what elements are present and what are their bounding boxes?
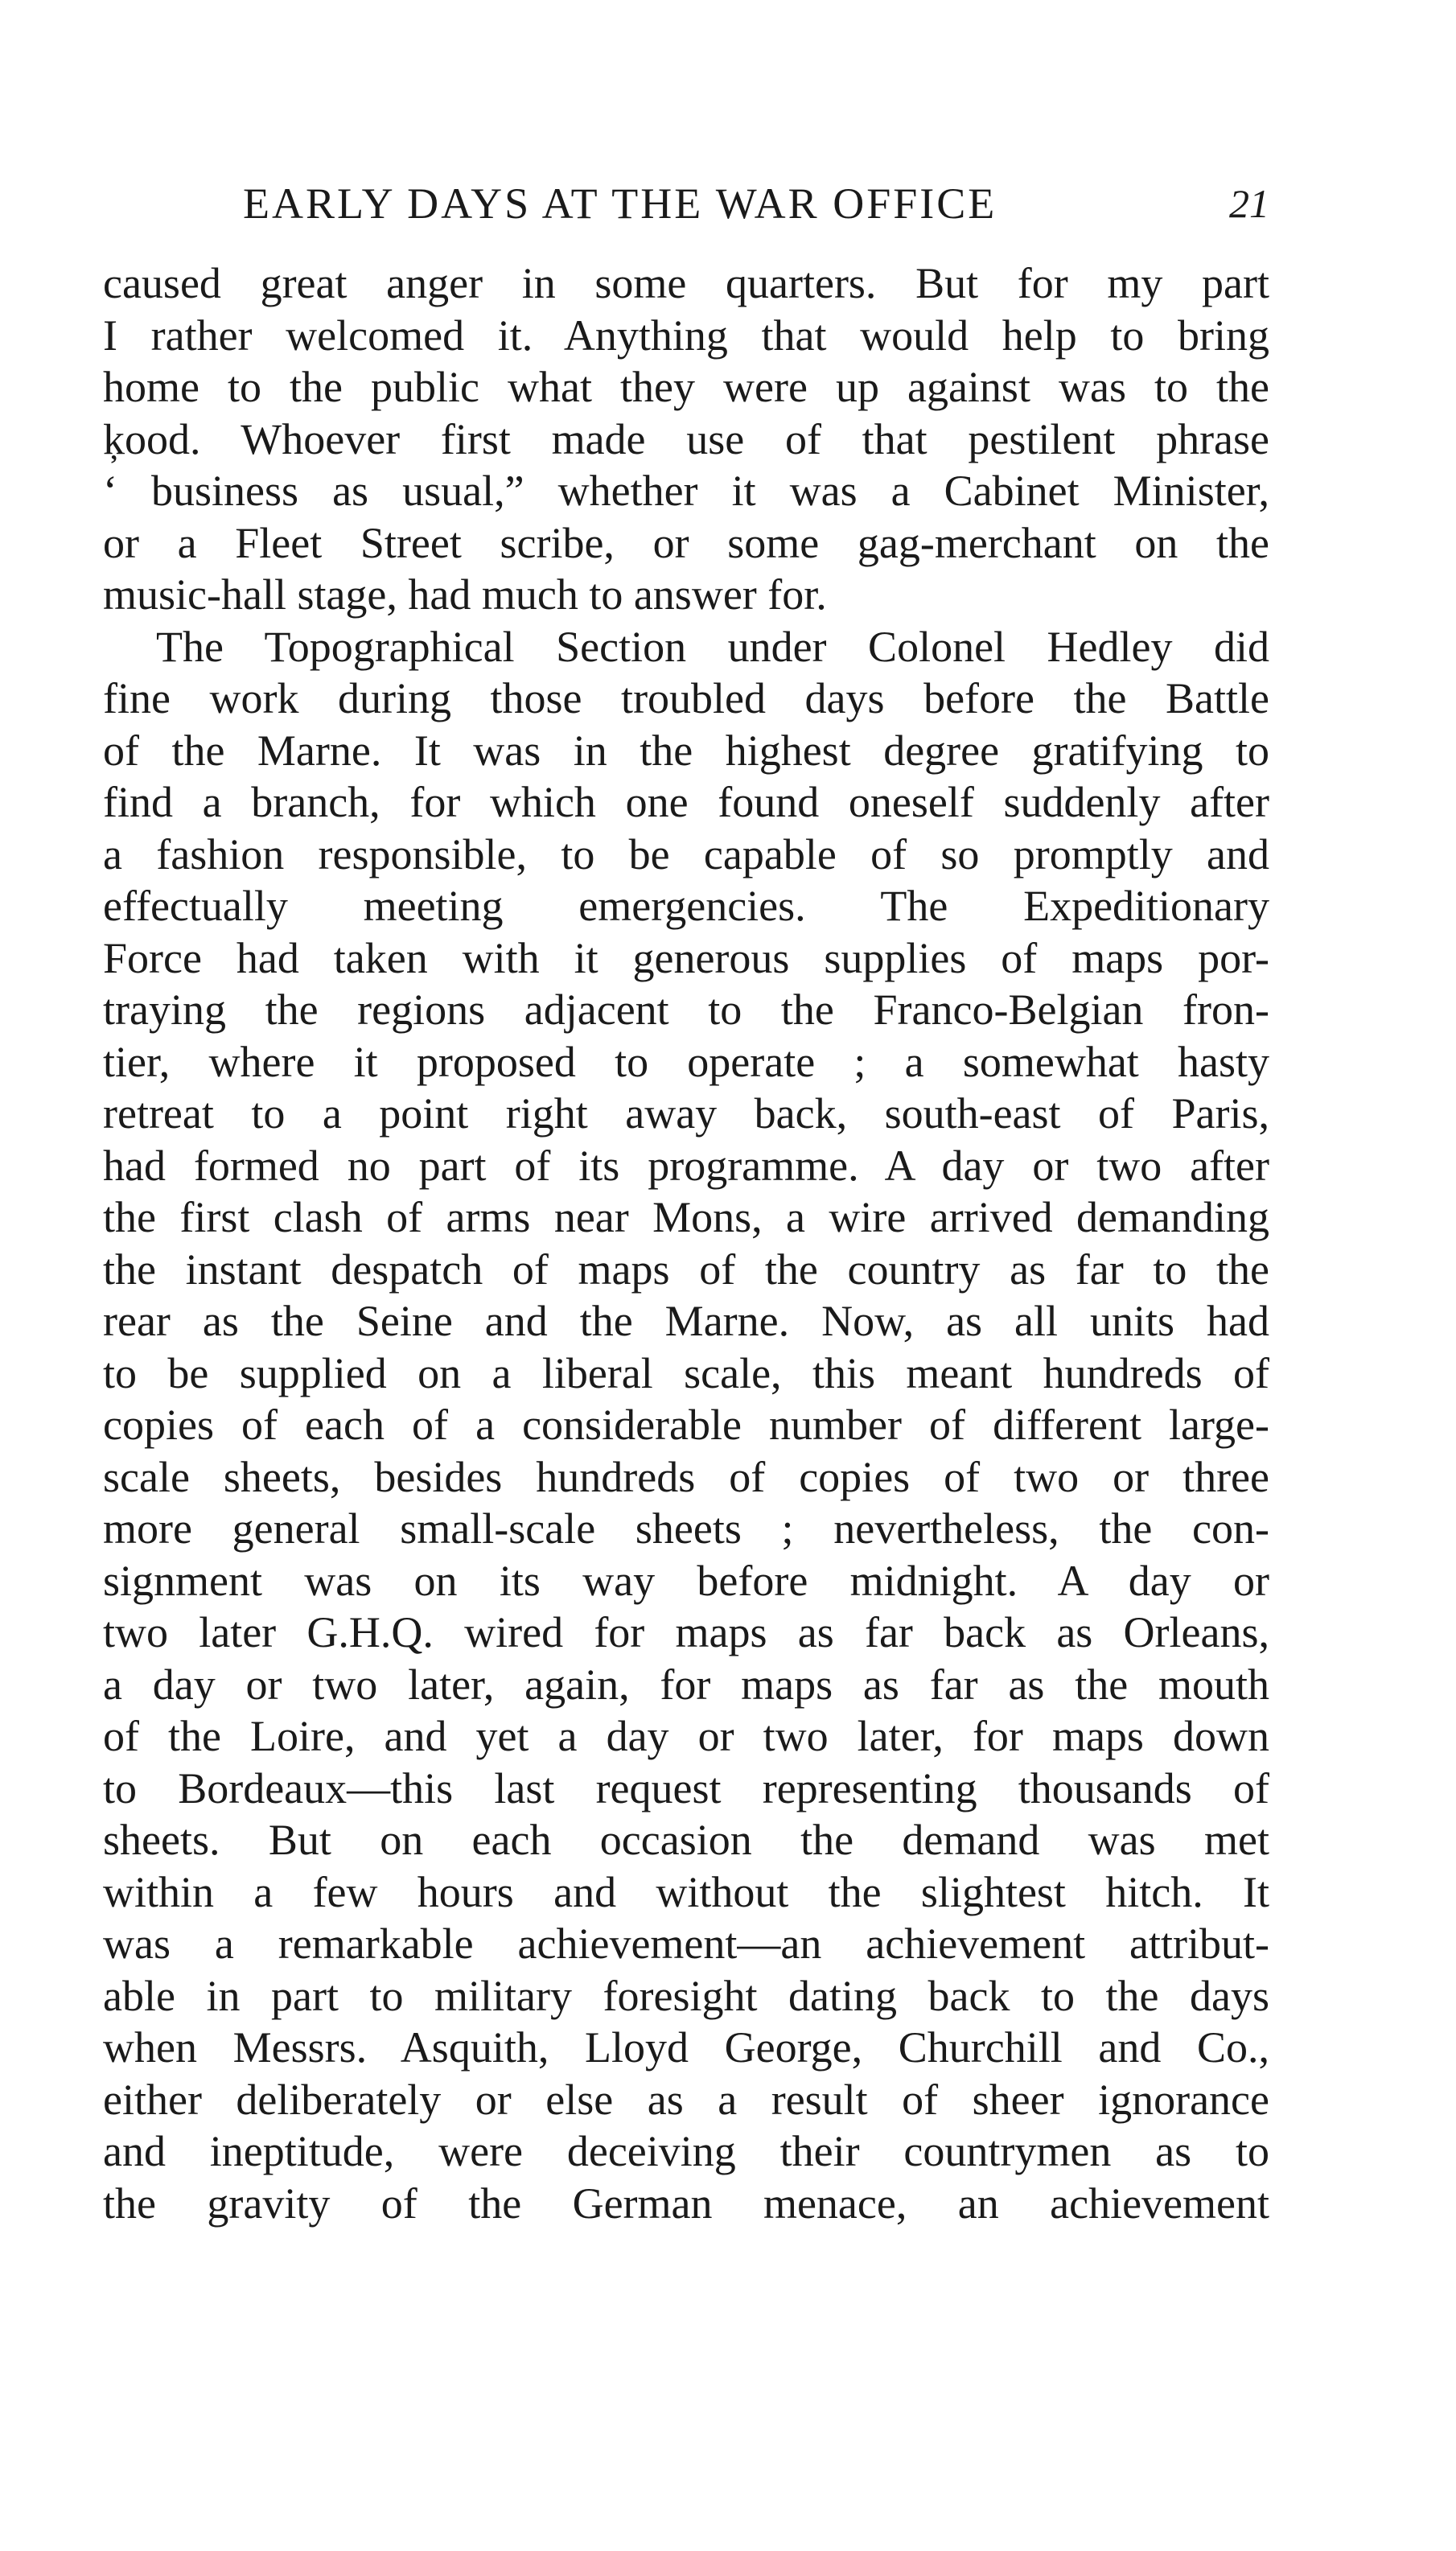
text-line: able in part to military foresight dating back to the days — [103, 1971, 1269, 2020]
text-line: the gravity of the German menace, an achievement — [103, 2179, 1269, 2228]
text-line: music-hall stage, had much to answer for. — [103, 570, 827, 619]
text-line: The Topographical Section under Colonel Hedley did — [156, 622, 1269, 671]
paragraph-1 — [103, 257, 1269, 621]
text-line: tier, where it proposed to operate ; a somewhat hasty — [103, 1037, 1269, 1086]
text-line: within a few hours and without the slightest hitch. It — [103, 1867, 1269, 1916]
text-line: two later G.H.Q. wired for maps as far back as Orleans, — [103, 1608, 1269, 1656]
text-line: effectually meeting emergencies. The Expeditionary — [103, 882, 1269, 930]
text-line: copies of each of a considerable number of different large- — [103, 1401, 1269, 1449]
paragraph-2 — [103, 621, 1269, 2230]
text-line: Force had taken with it generous supplies of maps por- — [103, 933, 1269, 982]
text-line: caused great anger in some quarters. But for my part — [103, 259, 1269, 307]
text-line: sheets. But on each occasion the demand was met — [103, 1816, 1269, 1864]
text-line: or a Fleet Street scribe, or some gag-merchant on the — [103, 518, 1269, 567]
text-line: a fashion responsible, to be capable of so promptly and — [103, 829, 1269, 878]
text-line: when Messrs. Asquith, Lloyd George, Churchill and Co., — [103, 2023, 1269, 2072]
text-line: and ineptitude, were deceiving their countrymen as to — [103, 2127, 1269, 2175]
text-line: of the Marne. It was in the highest degree gratifying to — [103, 726, 1269, 775]
text-line: of the Loire, and yet a day or two later, for maps down — [103, 1712, 1269, 1760]
running-head — [103, 179, 1269, 235]
page-number: 21 — [1229, 181, 1269, 226]
text-line: ķood. Whoever first made use of that pestilent phrase — [103, 414, 1269, 463]
text-line: find a branch, for which one found oneself suddenly after — [103, 778, 1269, 826]
text-line: traying the regions adjacent to the Franco-Belgian fron- — [103, 985, 1269, 1034]
text-line: retreat to a point right away back, south-east of Paris, — [103, 1089, 1269, 1138]
running-title: EARLY DAYS AT THE WAR OFFICE — [243, 179, 997, 228]
text-line: a day or two later, again, for maps as far as the mouth — [103, 1660, 1269, 1709]
text-line: the instant despatch of maps of the country as far to the — [103, 1245, 1269, 1294]
text-line: I rather welcomed it. Anything that would help to bring — [103, 311, 1269, 360]
body-text — [103, 257, 1269, 2229]
text-line: ‘ business as usual,” whether it was a Cabinet Minister, — [103, 467, 1269, 515]
text-line: signment was on its way before midnight. A day or — [103, 1556, 1269, 1605]
text-line: to be supplied on a liberal scale, this meant hundreds of — [103, 1348, 1269, 1397]
text-line: was a remarkable achievement—an achievement attribut- — [103, 1919, 1269, 1968]
text-line: home to the public what they were up against was to the — [103, 363, 1269, 411]
text-line: to Bordeaux—this last request representing thousands of — [103, 1763, 1269, 1812]
text-line: more general small-scale sheets ; nevertheless, the con- — [103, 1504, 1269, 1553]
text-line: had formed no part of its programme. A day or two after — [103, 1141, 1269, 1190]
text-line: scale sheets, besides hundreds of copies of two or three — [103, 1452, 1269, 1501]
text-line: rear as the Seine and the Marne. Now, as all units had — [103, 1297, 1269, 1345]
text-line: either deliberately or else as a result of sheer ignorance — [103, 2075, 1269, 2124]
text-line: fine work during those troubled days before the Battle — [103, 674, 1269, 722]
text-line: the first clash of arms near Mons, a wire arrived demanding — [103, 1193, 1269, 1241]
